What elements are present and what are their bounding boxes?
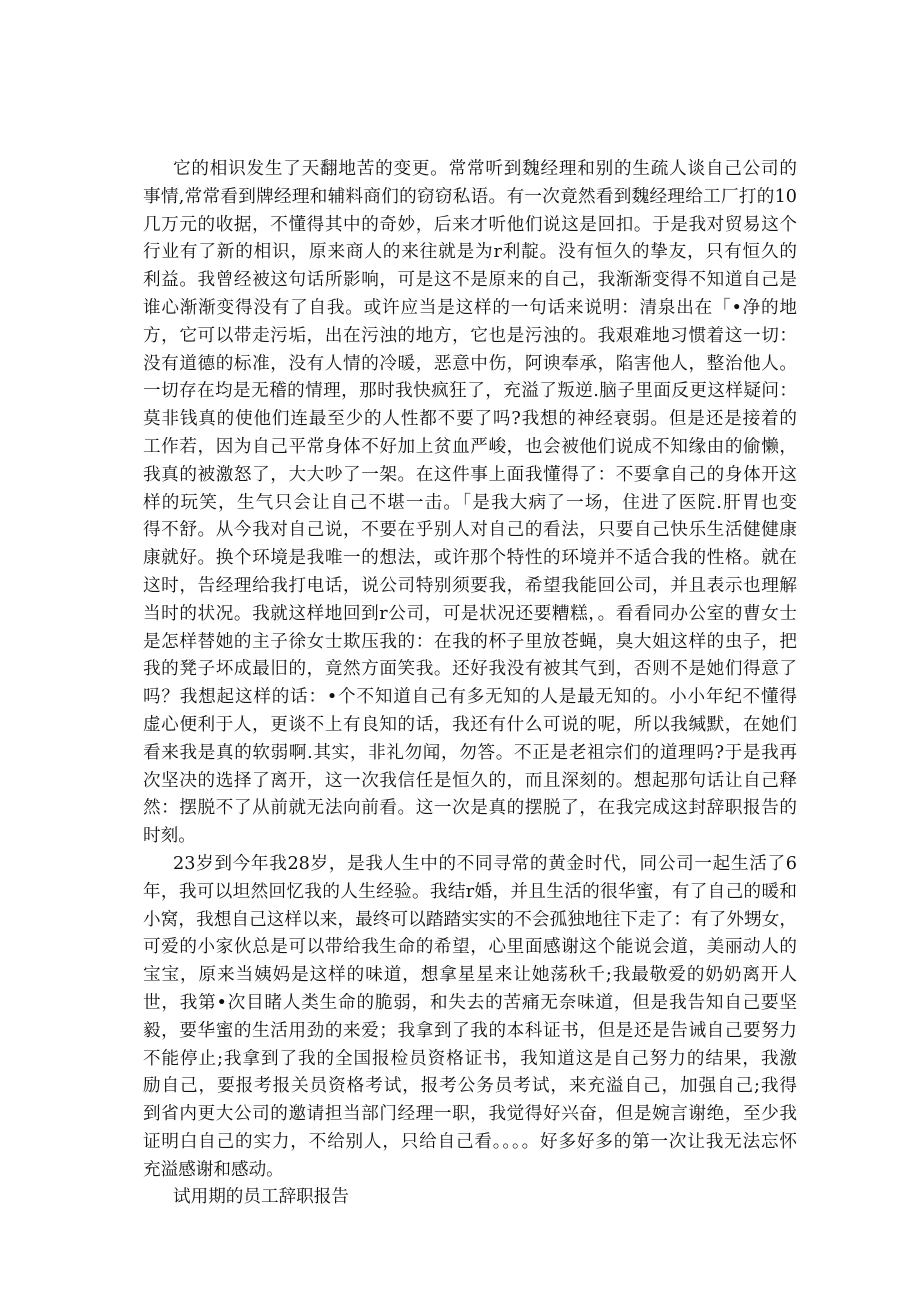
text-line: 谁心渐渐变得没有了自我。或许应当是这样的一句话来说明：清泉出在「•净的地 (143, 297, 797, 318)
text-line: 它的相识发生了天翻地苦的变更。常常听到魏经理和别的生疏人谈自己公司的 (173, 159, 797, 179)
text-line: 康就好。换个环境是我唯一的想法，或许那个特性的环境并不适合我的性格。就在 (143, 548, 797, 569)
text-line: 世，我第•次目睹人类生命的脆弱，和失去的苦痛无奈味道，但是我告知自己要坚 (143, 992, 797, 1013)
text-line: 这时，告经理给我打电话，说公司特别须要我，希望我能回公司，并且表示也理解 (143, 575, 797, 596)
text-line: 工作若，因为自己平常身体不好加上贫血严峻，也会被他们说成不知缘由的偷懒， (143, 436, 797, 457)
text-line: 一切存在均是无稽的情理，那时我快疯狂了，充溢了叛逆.脑子里面反更这样疑问： (143, 381, 797, 402)
text-line: 事情,常常看到牌经理和辅料商们的窃窃私语。有一次竟然看到魏经理给工厂打的10 (143, 186, 797, 207)
text-line: 行业有了新的相识，原来商人的来往就是为r利靛。没有恒久的挚友，只有恒久的 (143, 242, 797, 263)
paragraph-closing-title (143, 1184, 797, 1212)
text-line: 励自己，要报考报关员资格考试，报考公务员考试，来充溢自己，加强自己;我得 (143, 1076, 797, 1097)
document-body (143, 156, 797, 1212)
text-line: 我真的被激怒了，大大吵了一架。在这件事上面我懂得了：不要拿自己的身体开这 (143, 464, 797, 485)
text-line: 不能停止;我拿到了我的全国报检员资格证书，我知道这是自己努力的结果，我激 (143, 1048, 797, 1069)
text-line: 可爱的小家伙总是可以带给我生命的希望，心里面感谢这个能说会道，美丽动人的 (143, 937, 797, 958)
text-line: 看来我是真的软弱啊.其实，非礼勿闻，勿答。不正是老祖宗们的道理吗?于是我再 (143, 742, 797, 763)
paragraph-golden-years (143, 851, 797, 1185)
text-line: 利益。我曾经被这句话所影响，可是这不是原来的自己，我渐渐变得不知道自己是 (143, 270, 797, 291)
text-line: 虚心便利于人，更谈不上有良知的话，我还有什么可说的呢，所以我缄默，在她们 (143, 714, 797, 735)
text-line: 到省内更大公司的邀请担当部门经理一职，我觉得好兴奋，但是婉言谢绝，至少我 (143, 1104, 797, 1125)
text-line: 没有道德的标准，没有人情的冷暖，恶意中伤，阿谀奉承，陷害他人，整治他人。 (143, 353, 797, 374)
text-line: 得不舒。从今我对自己说，不要在乎别人对自己的看法，只要自己快乐生活健健康 (143, 520, 797, 541)
paragraph-work-experience (143, 156, 797, 851)
text-line: 方，它可以带走污垢，出在污浊的地方，它也是污浊的。我艰难地习惯着这一切： (143, 325, 797, 346)
text-line: 毅，要华蜜的生活用劲的来爱；我拿到了我的本科证书，但是还是告诫自己要努力 (143, 1020, 797, 1041)
text-line: 证明白自己的实力，不给别人，只给自己看。。。。好多好多的第一次让我无法忘怀 (143, 1131, 797, 1152)
text-line: 然：摆脱不了从前就无法向前看。这一次是真的摆脱了，在我完成这封辞职报告的 (143, 798, 797, 819)
text-line: 当时的状况。我就这样地回到r公司，可是状况还要糟糕，。看看同办公室的曹女士 (143, 603, 797, 624)
text-line: 莫非钱真的使他们连最至少的人性都不要了吗?我想的神经衰弱。但是还是接着的 (143, 409, 797, 430)
text-line: 次坚决的选择了离开，这一次我信任是恒久的，而且深刻的。想起那句话让自己释 (143, 770, 797, 791)
text-line: 年，我可以坦然回忆我的人生经验。我结r婚，并且生活的很华蜜，有了自己的暖和 (143, 881, 797, 902)
text-line: 小窝，我想自己这样以来，最终可以踏踏实实的不会孤独地往下走了：有了外甥女， (143, 909, 797, 930)
text-line: 宝宝，原来当姨妈是这样的味道，想拿星星来让她荡秋千;我最敬爱的奶奶离开人 (143, 965, 797, 986)
text-line: 样的玩笑，生气只会让自己不堪一击。「是我大病了一场，住进了医院.肝胃也变 (143, 492, 797, 513)
text-line: 时刻。 (143, 826, 196, 847)
text-line: 吗？我想起这样的话：•个不知道自己有多无知的人是最无知的。小小年纪不懂得 (143, 687, 797, 708)
text-line: 23岁到今年我28岁，是我人生中的不同寻常的黄金时代，同公司一起生活了6 (173, 853, 797, 874)
text-line: 试用期的员工辞职报告 (173, 1187, 349, 1208)
text-line: 充溢感谢和感动。 (143, 1159, 284, 1180)
text-line: 几万元的收据，不懂得其中的奇妙，后来才听他们说这是回扣。于是我对贸易这个 (143, 214, 797, 235)
text-line: 我的凳子坏成最旧的，竟然方面笑我。还好我没有被其气到，否则不是她们得意了 (143, 659, 797, 680)
text-line: 是怎样替她的主子徐女士欺压我的：在我的杯子里放苍蝇，臭大姐这样的虫子，把 (143, 631, 797, 652)
